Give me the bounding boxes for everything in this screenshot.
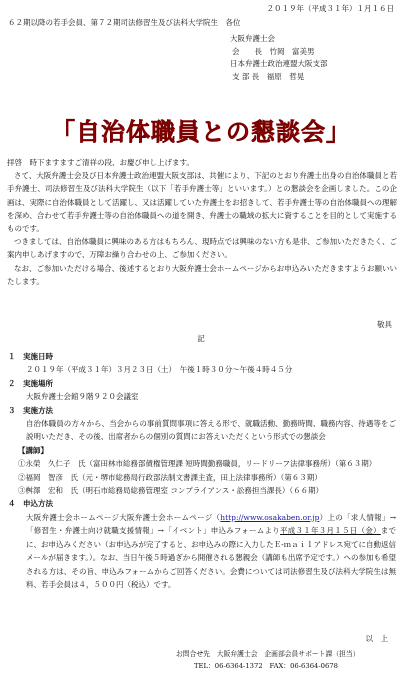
letter-body [7,156,397,288]
section-3-text: 自治体職員の方々から、当会からの事前質問事項に答える形で、就職活動、勤務時間、職務内容、待遇等をご説明いただき、その後、出席者からの個別の質問にお答えいただくという形式での懇談会 [26,419,396,442]
paragraph-2: つきましては、自治体職員に興味のある方はもちろん、現時点では興味のない方も是非、ご参加いただきたく、ご案内申しあげますので、万障お繰り合わせの上、ご参加ください。 [7,237,397,260]
section-4-text-a: 大阪弁護士会ホームページ大阪弁護士会ホームページ（ [26,512,221,522]
section-4-text-c: までに、お申込みください（お申込みが完了すると、お申込みの際に入力したＥ-ｍａｉｌアドレス宛てに自動返信メールが届きます。）。なお、当日午後５時過ぎから開催される懇親会（講師も出席予定です。）への参加も希望される方は、その旨、申込みフォームからご回答ください。会費については司法修習生及び法科大学院生は無料、若手会員は４，５００円（税込）です。 [26,526,396,589]
website-link[interactable]: http://www.osakaben.or.jp [220,512,320,522]
section-4-heading: ４ 申込方法 [8,499,53,509]
sender-org-1: 大阪弁護士会 [230,34,275,43]
closing-word: 敬具 [377,320,392,329]
ki-heading: 記 [197,334,205,343]
lecturer-heading: 【講師】 [18,445,48,455]
details-sections [8,350,396,591]
section-3-heading: ３ 実施方法 [8,405,53,415]
section-4-text-b: ）上の「求人情報」→「修習生・弁護士向け就職支援情報」→「イベント」申込みフォームより [26,512,396,536]
contact-block [176,648,360,672]
lecturer-item: ①永榮 久仁子 氏（富田林市総務部債権管理課 短時間勤務職員，リードリーフ法律事務所）（第６３期） [18,459,377,469]
contact-line-2: TEL：06-6364-1372 FAX：06-6364-0678 [194,662,338,670]
contact-line-1: お問合せ先 大阪弁護士会 企画部会員サポート課（担当） [176,650,360,658]
title-area [0,112,402,147]
sender-org-2: 日本弁護士政治連盟大阪支部 [230,59,328,68]
section-2-heading: ２ 実施場所 [8,378,53,388]
sender-block [230,33,328,83]
section-2-text: 大阪弁護士会館９階９２０会議室 [26,392,139,402]
document-date: ２０１９年（平成３１年）１月１６日 [266,4,394,13]
lecturer-item: ③桝澤 宏和 氏（明石市総務局総務管理室 コンプライアンス・訟務担当課長）（６６期） [18,486,324,496]
lecturer-item: ②福岡 智彦 氏（元・堺市総務局行政部法制文書課主査，田上法律事務所）（第６３期） [18,472,322,482]
deadline-date: 平成３１年３月１５日（金） [280,526,381,536]
section-1-heading: １ 実施日時 [8,352,53,361]
greeting: 拝啓 時下ますますご清祥の段、お慶び申し上げます。 [7,158,194,167]
paragraph-1: さて、大阪弁護士会及び日本弁護士政治連盟大阪支部は、共催により、下記のとおり弁護士出身の自治体職員と若手弁護士、司法修習生及び法科大学院生（以下「若手弁護士等」といいます。）との懇談会を企画しました。この企画は、実際に自治体職員として活躍し、又は活躍していた弁護士をお招きして、若手弁護士等の自治体職員への理解を深め、合わせて若手弁護士等の自治体職員への道を開き、弁護士の職域の拡大に資することを目的として実施するものです。 [7,171,397,234]
sender-branch-head: 支 部 長 福原 哲晃 [232,71,305,81]
event-title: 「自治体職員との懇談会」 [51,118,351,146]
section-1-text: ２０１９年（平成３１年）３月２３日（土） 午後１時３０分～午後４時４５分 [26,365,293,375]
sender-president: 会 長 竹岡 富美男 [232,46,315,56]
lecturer-list [8,444,396,498]
addressee-line: ６２期以降の若手会員、第７２期司法修習生及び法科大学院生 各位 [8,18,241,27]
end-mark: 以 上 [365,634,388,643]
section-4-text [8,511,396,591]
paragraph-3: なお、ご参加いただける場合、後述するとおり大阪弁護士会ホームページからお申込みいただきますようお願いいたします。 [7,263,397,286]
